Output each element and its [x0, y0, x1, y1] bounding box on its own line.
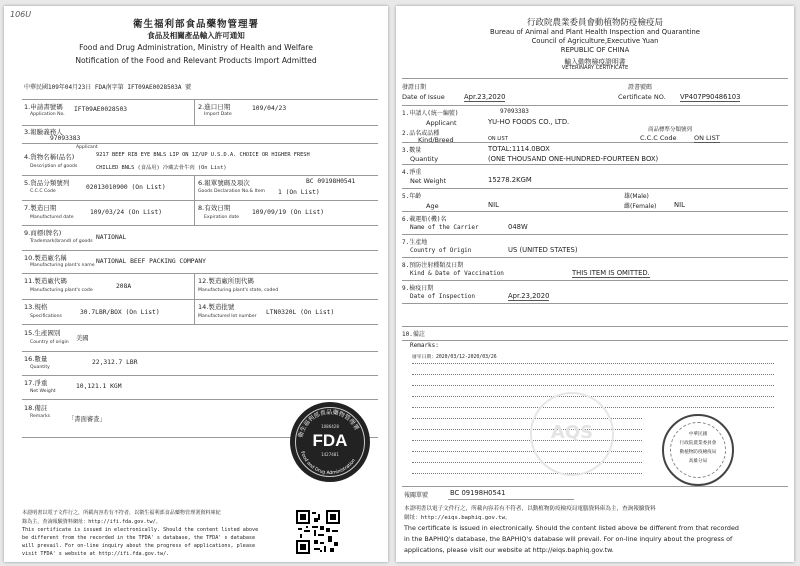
label-kind-zh: 品名或品種: [409, 130, 440, 137]
watermark-text: AQS: [550, 422, 594, 443]
label-manufactured-date: 7.: [24, 204, 31, 212]
handwritten-note: 106U: [10, 10, 32, 19]
label-application-no: 1.: [24, 103, 31, 111]
seal-line-4: 高雄分局: [688, 459, 708, 464]
footer-zh-1: 本證明書以電子文件行之，所載內容若有不符者，以動植物防疫檢疫局電腦資料庫為主，查詢報驗資料: [404, 506, 656, 512]
label-applicant-num: 1.: [402, 110, 410, 117]
label-inspection-zh: 檢疫日期: [409, 285, 434, 292]
value-import-date: 109/04/23: [252, 105, 287, 112]
label-declaration-no: 6.: [198, 179, 205, 187]
value-declaration: BC 09198H0541: [450, 489, 506, 497]
label-issue-date-zh: 發證日期: [402, 84, 427, 91]
label-net-weight: Net Weight: [410, 177, 447, 185]
label-manufacturer: 10.: [24, 254, 35, 262]
label-declaration: 報關單號: [404, 492, 429, 499]
value-country: 美國: [76, 335, 89, 342]
footer-en-1: The certificate is issued in electronically. Should the content listed above be different from that recorded: [404, 524, 739, 532]
label-country-zh: 生產地: [409, 239, 428, 246]
fda-seal: [290, 402, 370, 482]
value-applicant-id: 97093383: [500, 108, 529, 115]
value-lot-number: LTN0320L (On List): [266, 309, 335, 316]
value-remarks: 屠宰日期：2020/03/12-2020/03/26: [412, 355, 497, 360]
fda-seal-number-1: 1086428: [321, 424, 339, 429]
value-quantity-words: (ONE THOUSAND ONE-HUNDRED-FOURTEEN BOX): [488, 155, 659, 163]
label-lot-number: 14.: [198, 303, 209, 311]
value-manufactured-date: 109/03/24 (On List): [90, 209, 163, 216]
qr-code: [296, 510, 340, 554]
value-ccc-code: ON LIST: [694, 134, 720, 142]
value-quantity-total: TOTAL:1114.0BOX: [488, 145, 550, 153]
label-cert-no: Certificate NO.: [618, 93, 666, 101]
label-ccc-code: C.C.C Code: [640, 134, 677, 142]
label-ccc-code-zh: 商品標準分類號列: [648, 127, 693, 133]
label-expiration-date: 8.: [198, 204, 205, 212]
baphiq-seal: [662, 414, 734, 486]
footer-en-2: in the BAPHIQ's database, the BAPHIQ's database will prevail. For on-line inquiry about the progress of: [404, 535, 733, 543]
seal-line-1: 中華民國: [688, 432, 708, 437]
label-plant-code: 11.: [24, 277, 35, 285]
label-inspection: Date of Inspection: [410, 293, 476, 300]
baphiq-title-en-1: Bureau of Animal and Plant Health Inspection and Quarantine: [490, 28, 700, 36]
cert-title-zh: 輸入動物檢疫證明書: [564, 58, 626, 66]
label-quantity-zh: 數量: [409, 147, 422, 154]
value-country: US (UNITED STATES): [508, 246, 578, 254]
fda-import-notice: 106U 衛生福利部食品藥物管理署 食品及相關產品輸入許可通知 Food and Drug Administration, Ministry of Health and Welfare Notification of the Food and Relevant Products Import Admitted 中華民國109年04月23日 FDA南字第 IFT09AE0028503A 號 1.申請書號碼 Application No. IFT09AE0028503 2.進口日期 Import Date 109/04/23 3.報驗義務人 97093383 Applicant 4.貨物名稱(品名) Description of goods 9217 BEEF RIB EYE BNLS LIP ON 1Z/UP U.S.D.A. CHOICE OR HIGHER FRESH CHILLED BNLS (食品用) 冷藏去骨牛肉 (On List) 5.貨品分類號列 C.C.C Code 02013010900 (On List) 6.報單號碼及項次 Goods Declaration No.& Item BC 09198H0541 1 (On List) 7.製造日期 Manufactured date 109/03/24 (On List) 8.有效日期 Expiration date 109/09/19 (On List) 9.商標(牌名) Trademark(brand) of goods NATIONAL 10.製造廠名稱 Manufacturing plant's name NATIONAL BEEF PACKING COMPANY 11.製造廠代碼 Manufacturing plant's code 208A 12.製造廠所別代碼 Manufacturing plant's state, coded 13.規格 Specifications 30.7LBR/BOX (On List) 14.製造批號 Manufactured lot number LTN0320L (On List) 15.生產國別 Country of origin 美國 16.數量 Quantity 22,312.7 LBR 17.淨重 Net Weight 10,121.1 KGM 18.備註 Remarks 「書面審查」 衛生福利部食品藥物管理署 Food and Drug Administration 1086428 FDA 1427481 本證明書以電子文件行之，所載內容若有不符者，以衛生福利部食品藥物管理署資料庫紀 錄為主，查詢報驗資料網址：http://ifi.fda.gov.tw/。 This certificate is issued in electronically. Should the content listed above be different from the recorded in the TFDA' s database, the TFDA' s database will prevail. For on-line inquiry about the progress of applications, please visit TFDA' s website at http://ifi.fda.gov.tw/.: [4, 6, 388, 562]
label-issue-date: Date of Issue: [402, 93, 445, 101]
value-expiration-date: 109/09/19 (On List): [252, 209, 325, 216]
fda-seal-bottom-text: Food and Drug Administration: [299, 450, 357, 477]
footer-line-1: 本證明書以電子文件行之，所載內容若有不符者，以衛生福利部食品藥物管理署資料庫紀: [22, 510, 221, 516]
value-plant-code: 208A: [116, 283, 132, 290]
label-quantity: 16.: [24, 355, 35, 363]
value-declaration-item: 1 (On List): [278, 189, 320, 196]
fda-seal-number-2: 1427481: [321, 452, 339, 457]
value-female: NIL: [674, 201, 685, 209]
label-carrier-zh: 載運船(機)名: [409, 216, 447, 223]
label-vaccination-zh: 預防注射種類及日期: [409, 262, 464, 269]
label-net-weight-zh: 淨重: [409, 169, 422, 176]
label-age-zh: 年齡: [409, 193, 422, 200]
footer-line-4: be different from the recorded in the TFDA' s database, the TFDA' s database: [22, 535, 256, 541]
label-age: Age: [426, 202, 439, 210]
value-quantity: 22,312.7 LBR: [92, 359, 138, 366]
label-description: 4.: [24, 153, 31, 161]
seal-line-3: 動植物防疫檢疫局: [679, 450, 717, 455]
value-description-line-2: CHILLED BNLS (食品用) 冷藏去骨牛肉 (On List): [96, 165, 227, 171]
value-inspection: Apr.23,2020: [508, 292, 550, 300]
label-remarks: Remarks:: [410, 342, 439, 349]
label-remarks: 18.: [24, 404, 35, 412]
value-vaccination: THIS ITEM IS OMITTED.: [572, 269, 650, 277]
value-issue-date: Apr.23,2020: [464, 93, 506, 101]
value-application-no: IFT09AE0028503: [74, 106, 128, 113]
label-country: 15.: [24, 329, 35, 337]
fda-subtitle-zh: 食品及相關產品輸入許可通知: [147, 31, 245, 40]
value-manufacturer: NATIONAL BEEF PACKING COMPANY: [96, 258, 206, 265]
fda-reference-line: 中華民國109年04月23日 FDA南字第 IFT09AE0028503A 號: [24, 84, 192, 91]
cert-title-en: VETERINARY CERTIFICATE: [561, 65, 629, 71]
seal-line-2: 行政院農業委員會: [679, 441, 717, 446]
baphiq-title-en-3: REPUBLIC OF CHINA: [560, 46, 630, 54]
label-trademark: 9.: [24, 229, 31, 237]
label-applicant-zh: 申請人(統一編號): [409, 110, 459, 117]
label-country: Country of Origin: [410, 247, 472, 254]
value-specifications: 30.7LBR/BOX (On List): [80, 309, 160, 316]
label-kind: Kind/Breed: [418, 136, 454, 144]
value-ccc-code: 02013010900 (On List): [86, 184, 166, 191]
footer-zh-2: 網址：http://eiqs.baphiq.gov.tw。: [404, 515, 511, 521]
value-applicant: YU-HO FOODS CO., LTD.: [488, 118, 570, 126]
value-declaration-no: BC 09198H0541: [306, 178, 356, 185]
value-net-weight: 10,121.1 KGM: [76, 383, 122, 390]
label-quantity: Quantity: [410, 155, 439, 163]
baphiq-title-zh: 行政院農業委員會動植物防疫檢疫局: [526, 18, 663, 28]
label-plant-state: 12.: [198, 277, 209, 285]
footer-line-6: visit TFDA' s website at http://ifi.fda.gov.tw/.: [22, 551, 170, 557]
label-cert-no-zh: 證書號碼: [628, 84, 653, 91]
value-remarks: 「書面審查」: [68, 416, 106, 423]
veterinary-certificate: 行政院農業委員會動植物防疫檢疫局 Bureau of Animal and Plant Health Inspection and Quarantine Council of Agriculture,Executive Yuan REPUBLIC OF CHINA 輸入動物檢疫證明書 VETERINARY CERTIFICATE 發證日期 Date of Issue Apr.23,2020 證書號碼 Certificate NO. VP407P90486103 1.申請人(統一編號) 97093383 Applicant YU-HO FOODS CO., LTD. 2.品名或品種 Kind/Breed ON LIST 商品標準分類號列 C.C.C Code ON LIST 3.數量 TOTAL:1114.0BOX Quantity (ONE THOUSAND ONE-HUNDRED-FOURTEEN BOX) 4.淨重 Net Weight 15278.2KGM 5.年齡 Age NIL 雄(Male) 雌(Female) NIL 6.載運船(機)名 Name of the Carrier 048W 7.生產地 Country of Origin US (UNITED STATES) 8.預防注射種類及日期 Kind & Date of Vaccination THIS ITEM IS OMITTED. 9.檢疫日期 Date of Inspection Apr.23,2020 10.備註 Remarks: 屠宰日期：2020/03/12-2020/03/26 AQS 中華民國 行政院農業委員會 動植物防疫檢疫局 高雄分局 報關單號 BC 09198H0541 本證明書以電子文件行之，所載內容若有不符者，以動植物防疫檢疫局電腦資料庫為主，查詢報驗資料 網址：http://eiqs.baphiq.gov.tw。 The certificate is issued in electronically. Should the content listed above be different from that recorded in the BAPHIQ's database, the BAPHIQ's database will prevail. For on-line inquiry about the progress of applications, please visit our website at http://eiqs.baphiq.gov.tw.: [396, 6, 794, 562]
label-male: 雄(Male): [624, 193, 649, 200]
label-applicant: Applicant: [426, 119, 457, 127]
label-female: 雌(Female): [624, 203, 657, 210]
fda-title-en: Food and Drug Administration, Ministry of Health and Welfare: [79, 43, 313, 52]
baphiq-watermark: [530, 392, 614, 476]
label-net-weight: 17.: [24, 379, 35, 387]
value-applicant: 97093383: [50, 135, 81, 142]
footer-line-5: will prevail. For on-line inquiry about the progress of applications, please: [22, 543, 256, 549]
label-carrier: Name of the Carrier: [410, 224, 479, 231]
fda-subtitle-en: Notification of the Food and Relevant Products Import Admitted: [75, 56, 317, 65]
value-kind: ON LIST: [488, 136, 508, 142]
value-cert-no: VP407P90486103: [680, 93, 741, 101]
footer-line-2: 錄為主，查詢報驗資料網址：http://ifi.fda.gov.tw/。: [22, 519, 161, 525]
label-remarks-zh: 備註: [412, 331, 425, 338]
label-applicant: 3.: [24, 128, 31, 136]
baphiq-title-en-2: Council of Agriculture,Executive Yuan: [531, 37, 659, 45]
label-ccc-code: 5.: [24, 179, 31, 187]
label-vaccination: Kind & Date of Vaccination: [410, 270, 504, 277]
value-trademark: NATIONAL: [96, 234, 127, 241]
value-carrier: 048W: [508, 223, 528, 231]
fda-seal-top-text: 衛生福利部食品藥物管理署: [297, 408, 361, 439]
label-import-date: 2.: [198, 103, 205, 111]
footer-line-3: This certificate is issued in electronically. Should the content listed above: [22, 527, 259, 533]
fda-logo: FDA: [312, 431, 348, 450]
value-age: NIL: [488, 201, 499, 209]
value-description-line-1: 9217 BEEF RIB EYE BNLS LIP ON 1Z/UP U.S.D.A. CHOICE OR HIGHER FRESH: [96, 152, 310, 158]
footer-en-3: applications, please visit our website at http://eiqs.baphiq.gov.tw.: [404, 546, 614, 554]
label-specifications: 13.: [24, 303, 35, 311]
value-net-weight: 15278.2KGM: [488, 176, 532, 184]
fda-title-zh: 衛生福利部食品藥物管理署: [132, 19, 259, 30]
